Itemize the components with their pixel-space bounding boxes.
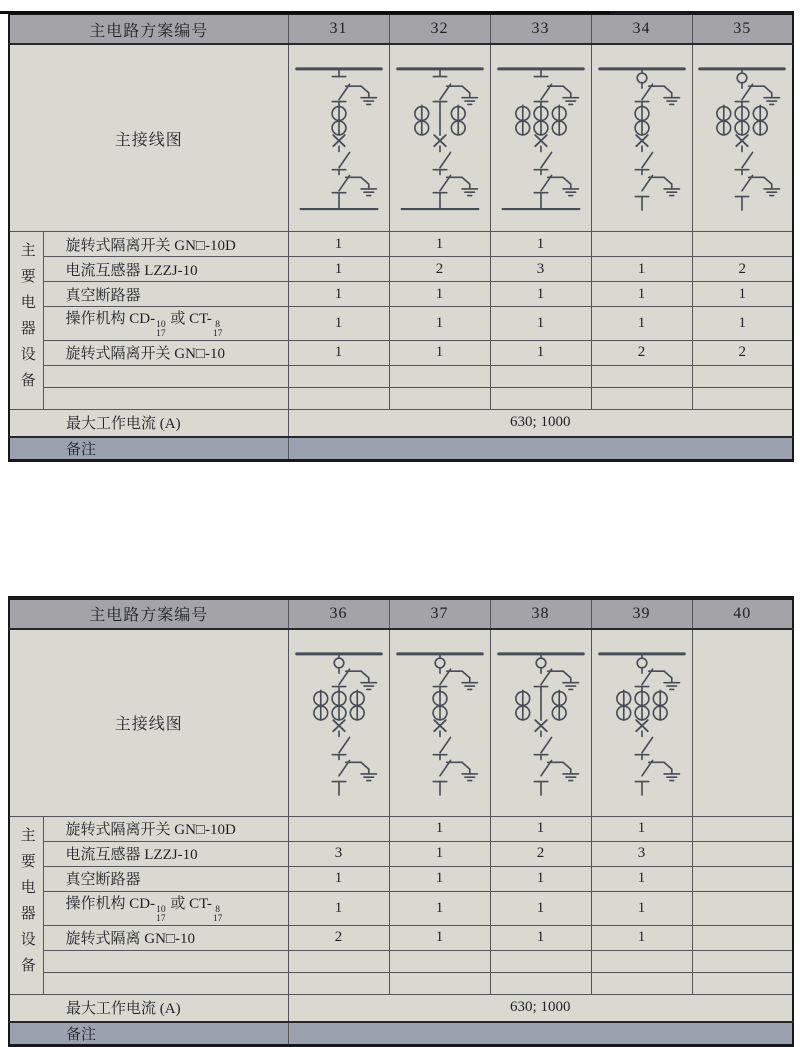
- quantity-cell: 1: [692, 282, 793, 307]
- equipment-name: 电流互感器 LZZJ-10: [43, 257, 288, 282]
- single-line-diagram: [392, 635, 488, 811]
- quantity-cell: 1: [389, 841, 490, 866]
- quantity-cell: 1: [490, 232, 591, 257]
- remark-row: [9, 1022, 793, 1046]
- quantity-cell: 1: [288, 866, 389, 891]
- section-label-cell: [9, 232, 43, 410]
- diagram-row-label: 主接线图: [9, 629, 288, 817]
- empty-row: [9, 950, 793, 972]
- fraction: 10 17: [156, 904, 166, 925]
- quantity-cell: 1: [389, 816, 490, 841]
- scheme-number: 40: [692, 598, 793, 629]
- quantity-cell: [389, 387, 490, 409]
- equipment-name: [43, 365, 288, 387]
- scheme-number: 34: [591, 13, 692, 44]
- quantity-cell: 2: [591, 340, 692, 365]
- quantity-cell: [591, 972, 692, 994]
- quantity-cell: 1: [591, 866, 692, 891]
- quantity-cell: [591, 950, 692, 972]
- quantity-cell: [692, 925, 793, 950]
- quantity-cell: [389, 950, 490, 972]
- quantity-cell: 1: [288, 282, 389, 307]
- wiring-diagram-cell: [288, 629, 389, 817]
- quantity-cell: 1: [288, 232, 389, 257]
- quantity-cell: 1: [288, 340, 389, 365]
- quantity-cell: [288, 816, 389, 841]
- quantity-cell: 1: [389, 307, 490, 341]
- wiring-diagram-cell: [591, 44, 692, 232]
- quantity-cell: 3: [490, 257, 591, 282]
- quantity-cell: 1: [288, 307, 389, 341]
- wiring-diagram-cell: [490, 629, 591, 817]
- equipment-row: [9, 866, 793, 891]
- remark-value: [288, 437, 793, 461]
- quantity-cell: 1: [490, 891, 591, 925]
- quantity-cell: 1: [591, 891, 692, 925]
- wiring-diagram-cell: [490, 44, 591, 232]
- quantity-cell: 1: [591, 282, 692, 307]
- quantity-cell: [490, 365, 591, 387]
- equipment-name: 真空断路器: [43, 282, 288, 307]
- equipment-row: [9, 340, 793, 365]
- equipment-name: [43, 950, 288, 972]
- scheme-number: 35: [692, 13, 793, 44]
- wiring-diagram-cell: [288, 44, 389, 232]
- diagram-row: [9, 44, 793, 232]
- quantity-cell: 1: [490, 816, 591, 841]
- scheme-number: 37: [389, 598, 490, 629]
- single-line-diagram: [594, 50, 690, 226]
- max-current-row: [9, 409, 793, 437]
- header-row: [9, 598, 793, 629]
- wiring-diagram-cell: [389, 44, 490, 232]
- empty-row: [9, 972, 793, 994]
- quantity-cell: 2: [692, 257, 793, 282]
- quantity-cell: 1: [490, 307, 591, 341]
- quantity-cell: 2: [692, 340, 793, 365]
- quantity-cell: 1: [591, 925, 692, 950]
- quantity-cell: [692, 972, 793, 994]
- quantity-cell: 3: [288, 841, 389, 866]
- remark-label: 备注: [9, 437, 288, 461]
- quantity-cell: [288, 950, 389, 972]
- quantity-cell: 1: [389, 282, 490, 307]
- max-current-row: [9, 994, 793, 1022]
- fraction: 10 17: [156, 319, 166, 340]
- quantity-cell: [692, 841, 793, 866]
- equipment-name: 真空断路器: [43, 866, 288, 891]
- quantity-cell: [692, 866, 793, 891]
- quantity-cell: 1: [490, 340, 591, 365]
- quantity-cell: [591, 387, 692, 409]
- quantity-cell: 3: [591, 841, 692, 866]
- quantity-cell: 1: [591, 257, 692, 282]
- fraction: 8 17: [212, 319, 223, 340]
- quantity-cell: 2: [288, 925, 389, 950]
- wiring-diagram-cell: [591, 629, 692, 817]
- scheme-number: 36: [288, 598, 389, 629]
- section-label: 主要电器设备: [18, 827, 35, 984]
- quantity-cell: [389, 365, 490, 387]
- max-current-value: 630; 1000: [288, 994, 793, 1022]
- wiring-diagram-cell: [389, 629, 490, 817]
- equipment-row: [9, 891, 793, 925]
- wiring-diagram-cell: [692, 44, 793, 232]
- equipment-name: [43, 387, 288, 409]
- equipment-row: [9, 307, 793, 341]
- scheme-number: 33: [490, 13, 591, 44]
- quantity-cell: [692, 365, 793, 387]
- single-line-diagram: [694, 50, 790, 226]
- quantity-cell: 1: [389, 866, 490, 891]
- quantity-cell: 1: [288, 891, 389, 925]
- quantity-cell: [288, 387, 389, 409]
- quantity-cell: 1: [389, 232, 490, 257]
- max-current-label: 最大工作电流 (A): [9, 994, 288, 1022]
- quantity-cell: 1: [288, 257, 389, 282]
- remark-label: 备注: [9, 1022, 288, 1046]
- quantity-cell: [288, 365, 389, 387]
- section-label: 主要电器设备: [18, 242, 35, 399]
- quantity-cell: [692, 950, 793, 972]
- quantity-cell: 2: [389, 257, 490, 282]
- equipment-row: [9, 816, 793, 841]
- max-current-label: 最大工作电流 (A): [9, 409, 288, 437]
- quantity-cell: [490, 950, 591, 972]
- quantity-cell: 2: [490, 841, 591, 866]
- scheme-number: 38: [490, 598, 591, 629]
- quantity-cell: 1: [389, 925, 490, 950]
- quantity-cell: 1: [591, 816, 692, 841]
- max-current-value: 630; 1000: [288, 409, 793, 437]
- single-line-diagram: [392, 50, 488, 226]
- scheme-number: 32: [389, 13, 490, 44]
- scheme-number: 39: [591, 598, 692, 629]
- equipment-name: [43, 972, 288, 994]
- empty-row: [9, 387, 793, 409]
- section-label-cell: [9, 816, 43, 994]
- header-label: 主电路方案编号: [9, 13, 288, 44]
- remark-value: [288, 1022, 793, 1046]
- equipment-row: [9, 841, 793, 866]
- equipment-name: 操作机构 CD- 10 17 或 CT- 8 17: [43, 307, 288, 341]
- single-line-diagram: [493, 635, 589, 811]
- quantity-cell: 1: [389, 891, 490, 925]
- scheme-table-36-40: [8, 596, 794, 1047]
- equipment-name: 旋转式隔离 GN□-10: [43, 925, 288, 950]
- diagram-row-label: 主接线图: [9, 44, 288, 232]
- equipment-row: [9, 232, 793, 257]
- quantity-cell: [490, 972, 591, 994]
- quantity-cell: [692, 816, 793, 841]
- fraction: 8 17: [212, 904, 223, 925]
- single-line-diagram: [291, 635, 387, 811]
- quantity-cell: 1: [490, 925, 591, 950]
- quantity-cell: [591, 365, 692, 387]
- scan-edge-artifact: [0, 11, 610, 14]
- quantity-cell: 1: [490, 866, 591, 891]
- equipment-name: 旋转式隔离开关 GN□-10D: [43, 232, 288, 257]
- empty-row: [9, 365, 793, 387]
- equipment-row: [9, 925, 793, 950]
- header-label: 主电路方案编号: [9, 598, 288, 629]
- single-line-diagram: [291, 50, 387, 226]
- scheme-table-31-35: [8, 11, 794, 462]
- quantity-cell: 1: [692, 307, 793, 341]
- scheme-number: 31: [288, 13, 389, 44]
- equipment-row: [9, 257, 793, 282]
- quantity-cell: [389, 972, 490, 994]
- quantity-cell: 1: [591, 307, 692, 341]
- equipment-name: 操作机构 CD- 10 17 或 CT- 8 17: [43, 891, 288, 925]
- header-row: [9, 13, 793, 44]
- quantity-cell: 1: [490, 282, 591, 307]
- quantity-cell: [288, 972, 389, 994]
- diagram-row: [9, 629, 793, 817]
- equipment-name: 旋转式隔离开关 GN□-10D: [43, 816, 288, 841]
- single-line-diagram: [694, 635, 790, 811]
- quantity-cell: [692, 232, 793, 257]
- single-line-diagram: [493, 50, 589, 226]
- equipment-name: 电流互感器 LZZJ-10: [43, 841, 288, 866]
- remark-row: [9, 437, 793, 461]
- quantity-cell: [692, 387, 793, 409]
- equipment-row: [9, 282, 793, 307]
- quantity-cell: [692, 891, 793, 925]
- quantity-cell: 1: [389, 340, 490, 365]
- quantity-cell: [490, 387, 591, 409]
- equipment-name: 旋转式隔离开关 GN□-10: [43, 340, 288, 365]
- wiring-diagram-cell: [692, 629, 793, 817]
- single-line-diagram: [594, 635, 690, 811]
- quantity-cell: [591, 232, 692, 257]
